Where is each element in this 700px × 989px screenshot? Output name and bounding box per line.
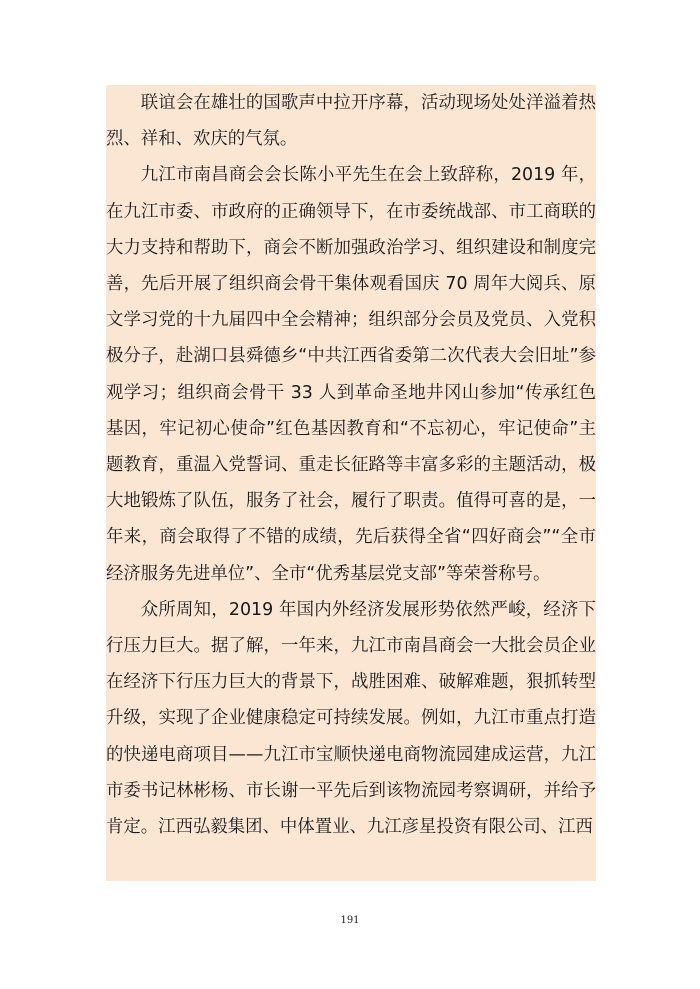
page-number: 191 [340, 915, 360, 926]
paragraph-economic-situation: 众所周知，2019 年国内外经济发展形势依然严峻，经济下行压力巨大。据了解，一年来，九江市南昌商会一大批会员企业在经济下行压力巨大的背景下，战胜困难、破解难题，狠抓转型升级，实现了企业健康稳定可持续发展。例如，九江市重点打造的快递电商项目——九江市宝顺快递电商物流园建成运营，九江市委书记林彬杨、市长谢一平先后到该物流园考察调研，并给予肯定。江西弘毅集团、中体置业、九江彦星投资有限公司、江西 [106, 599, 596, 838]
paragraph-chairman-speech: 九江市南昌商会会长陈小平先生在会上致辞称，2019 年，在九江市委、市政府的正确领导下，在市委统战部、市工商联的大力支持和帮助下，商会不断加强政治学习、组织建设和制度完善，先后开展了组织商会骨干集体观看国庆 70 周年大阅兵、原文学习党的十九届四中全会精神；组织部分会员及党员、入党积极分子，赴湖口县舜德乡“中共江西省委第二次代表大会旧址”参观学习；组织商会骨干 33 人到革命圣地井冈山参加“传承红色基因，牢记初心使命”红色基因教育和“不忘初心，牢记使命”主题教育，重温入党誓词、重走长征路等丰富多彩的主题活动，极大地锻炼了队伍，服务了社会，履行了职责。值得可喜的是，一年来，商会取得了不错的成绩，先后获得全省“四好商会”“全市经济服务先进单位”、全市“优秀基层党支部”等荣誉称号。 [106, 165, 596, 584]
paragraph-opening: 联谊会在雄壮的国歌声中拉开序幕，活动现场处处洋溢着热烈、祥和、欢庆的气氛。 [106, 93, 596, 150]
article-text-block [106, 85, 596, 881]
